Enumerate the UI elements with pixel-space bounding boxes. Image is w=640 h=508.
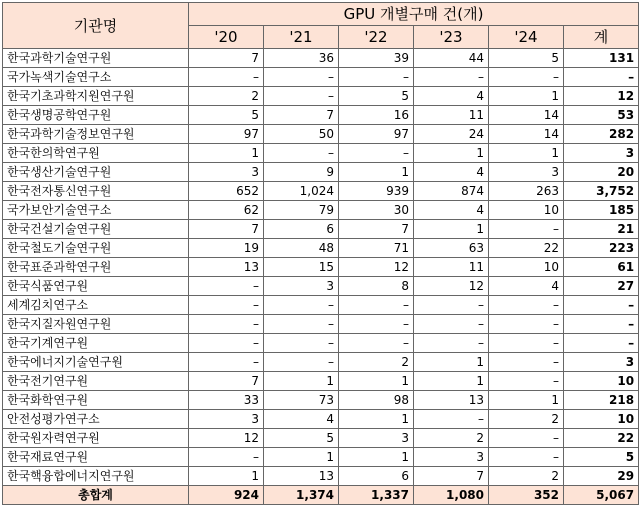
row-total-cell: 131 xyxy=(564,49,639,68)
year-value-cell: 73 xyxy=(264,391,339,410)
row-total-cell: 185 xyxy=(564,201,639,220)
year-value-cell: 7 xyxy=(264,106,339,125)
year-value-cell: – xyxy=(489,334,564,353)
year-value-cell: 62 xyxy=(189,201,264,220)
table-row xyxy=(3,220,639,239)
year-value-cell: 11 xyxy=(414,258,489,277)
year-value-cell: – xyxy=(264,68,339,87)
year-value-cell: – xyxy=(189,315,264,334)
row-total-cell: 5 xyxy=(564,448,639,467)
year-value-cell: – xyxy=(264,144,339,163)
org-name-cell: 한국에너지기술연구원 xyxy=(3,353,189,372)
year-value-cell: – xyxy=(189,296,264,315)
year-header: '21 xyxy=(264,26,339,49)
grand-total-row xyxy=(3,486,639,505)
year-value-cell: 15 xyxy=(264,258,339,277)
year-value-cell: – xyxy=(264,315,339,334)
year-value-cell: 63 xyxy=(414,239,489,258)
year-value-cell: 33 xyxy=(189,391,264,410)
row-total-cell: 3 xyxy=(564,144,639,163)
year-value-cell: 30 xyxy=(339,201,414,220)
table-row xyxy=(3,334,639,353)
year-value-cell: 263 xyxy=(489,182,564,201)
year-value-cell: 1 xyxy=(414,353,489,372)
year-value-cell: 1 xyxy=(489,144,564,163)
year-value-cell: 1 xyxy=(339,163,414,182)
org-name-cell: 한국과학기술연구원 xyxy=(3,49,189,68)
year-value-cell: 352 xyxy=(489,486,564,505)
year-value-cell: 97 xyxy=(189,125,264,144)
org-name-cell: 한국전자통신연구원 xyxy=(3,182,189,201)
year-value-cell: 1 xyxy=(339,448,414,467)
org-name-cell: 한국과학기술정보연구원 xyxy=(3,125,189,144)
org-name-cell: 한국표준과학연구원 xyxy=(3,258,189,277)
table-row xyxy=(3,144,639,163)
year-value-cell: – xyxy=(489,68,564,87)
year-value-cell: – xyxy=(489,372,564,391)
year-value-cell: – xyxy=(189,68,264,87)
row-total-cell: 218 xyxy=(564,391,639,410)
year-value-cell: 1 xyxy=(264,372,339,391)
year-value-cell: – xyxy=(264,334,339,353)
year-value-cell: 1,337 xyxy=(339,486,414,505)
row-total-cell: – xyxy=(564,315,639,334)
year-value-cell: 1,374 xyxy=(264,486,339,505)
year-value-cell: 3 xyxy=(189,410,264,429)
table-row xyxy=(3,315,639,334)
org-name-cell: 한국기초과학지원연구원 xyxy=(3,87,189,106)
year-value-cell: 13 xyxy=(189,258,264,277)
year-value-cell: 7 xyxy=(414,467,489,486)
year-value-cell: 5 xyxy=(264,429,339,448)
year-value-cell: 22 xyxy=(489,239,564,258)
year-value-cell: – xyxy=(414,296,489,315)
year-value-cell: 3 xyxy=(189,163,264,182)
row-total-cell: 29 xyxy=(564,467,639,486)
year-value-cell: – xyxy=(414,315,489,334)
year-value-cell: 7 xyxy=(189,220,264,239)
org-name-cell: 한국화학연구원 xyxy=(3,391,189,410)
year-value-cell: 14 xyxy=(489,125,564,144)
year-header: '22 xyxy=(339,26,414,49)
year-value-cell: 44 xyxy=(414,49,489,68)
header-row-1 xyxy=(3,3,639,26)
year-value-cell: 5 xyxy=(189,106,264,125)
year-value-cell: 48 xyxy=(264,239,339,258)
row-total-cell: 27 xyxy=(564,277,639,296)
year-value-cell: 4 xyxy=(414,87,489,106)
year-value-cell: 939 xyxy=(339,182,414,201)
year-value-cell: 1,080 xyxy=(414,486,489,505)
year-value-cell: 11 xyxy=(414,106,489,125)
table-row xyxy=(3,125,639,144)
table-row xyxy=(3,239,639,258)
year-value-cell: – xyxy=(414,410,489,429)
year-value-cell: 6 xyxy=(339,467,414,486)
year-value-cell: 1 xyxy=(414,220,489,239)
year-value-cell: 1 xyxy=(414,372,489,391)
year-value-cell: – xyxy=(339,144,414,163)
year-value-cell: 79 xyxy=(264,201,339,220)
year-value-cell: – xyxy=(339,296,414,315)
year-value-cell: 12 xyxy=(414,277,489,296)
year-value-cell: 13 xyxy=(264,467,339,486)
year-value-cell: – xyxy=(339,315,414,334)
gpu-purchase-table xyxy=(2,2,639,505)
table-row xyxy=(3,182,639,201)
org-name-cell: 한국기계연구원 xyxy=(3,334,189,353)
year-value-cell: – xyxy=(189,334,264,353)
year-value-cell: 1 xyxy=(189,467,264,486)
year-value-cell: 13 xyxy=(414,391,489,410)
year-value-cell: 10 xyxy=(489,258,564,277)
table-row xyxy=(3,467,639,486)
year-value-cell: – xyxy=(489,448,564,467)
year-value-cell: 2 xyxy=(489,410,564,429)
year-value-cell: – xyxy=(189,277,264,296)
year-value-cell: 1 xyxy=(489,87,564,106)
org-name-cell: 국가녹색기술연구소 xyxy=(3,68,189,87)
year-value-cell: 36 xyxy=(264,49,339,68)
table-row xyxy=(3,296,639,315)
table-row xyxy=(3,258,639,277)
row-total-cell: 61 xyxy=(564,258,639,277)
year-value-cell: – xyxy=(264,296,339,315)
row-total-cell: 10 xyxy=(564,372,639,391)
total-header: 계 xyxy=(564,26,639,49)
year-value-cell: 3 xyxy=(339,429,414,448)
year-value-cell: 1 xyxy=(489,391,564,410)
year-value-cell: – xyxy=(339,68,414,87)
year-value-cell: 1 xyxy=(264,448,339,467)
year-value-cell: 2 xyxy=(489,467,564,486)
year-value-cell: – xyxy=(489,296,564,315)
year-value-cell: 10 xyxy=(489,201,564,220)
year-value-cell: 8 xyxy=(339,277,414,296)
grand-total-label: 총합계 xyxy=(3,486,189,505)
table-row xyxy=(3,448,639,467)
group-header: GPU 개별구매 건(개) xyxy=(189,3,639,26)
table-body xyxy=(3,49,639,505)
year-value-cell: 874 xyxy=(414,182,489,201)
table-row xyxy=(3,391,639,410)
year-value-cell: 24 xyxy=(414,125,489,144)
year-value-cell: 3 xyxy=(264,277,339,296)
org-name-cell: 한국식품연구원 xyxy=(3,277,189,296)
table-row xyxy=(3,353,639,372)
org-name-cell: 한국철도기술연구원 xyxy=(3,239,189,258)
table-row xyxy=(3,87,639,106)
row-total-cell: – xyxy=(564,334,639,353)
year-value-cell: 98 xyxy=(339,391,414,410)
org-name-cell: 안전성평가연구소 xyxy=(3,410,189,429)
org-name-cell: 한국재료연구원 xyxy=(3,448,189,467)
year-value-cell: 1 xyxy=(339,410,414,429)
year-value-cell: 9 xyxy=(264,163,339,182)
row-total-cell: – xyxy=(564,296,639,315)
year-header: '20 xyxy=(189,26,264,49)
year-value-cell: 5 xyxy=(489,49,564,68)
year-value-cell: – xyxy=(264,87,339,106)
year-value-cell: – xyxy=(489,315,564,334)
year-value-cell: – xyxy=(339,334,414,353)
table-row xyxy=(3,372,639,391)
org-header: 기관명 xyxy=(3,3,189,49)
year-value-cell: 4 xyxy=(414,163,489,182)
year-header: '24 xyxy=(489,26,564,49)
year-value-cell: 71 xyxy=(339,239,414,258)
year-value-cell: 4 xyxy=(414,201,489,220)
year-value-cell: – xyxy=(264,353,339,372)
year-value-cell: 7 xyxy=(339,220,414,239)
year-value-cell: 1 xyxy=(189,144,264,163)
year-value-cell: – xyxy=(189,448,264,467)
year-value-cell: 5 xyxy=(339,87,414,106)
year-value-cell: 4 xyxy=(264,410,339,429)
year-value-cell: 7 xyxy=(189,372,264,391)
row-total-cell: 3,752 xyxy=(564,182,639,201)
org-name-cell: 한국전기연구원 xyxy=(3,372,189,391)
year-value-cell: – xyxy=(489,353,564,372)
org-name-cell: 한국원자력연구원 xyxy=(3,429,189,448)
org-name-cell: 국가보안기술연구소 xyxy=(3,201,189,220)
row-total-cell: 223 xyxy=(564,239,639,258)
year-value-cell: 2 xyxy=(414,429,489,448)
row-total-cell: 282 xyxy=(564,125,639,144)
table-row xyxy=(3,106,639,125)
org-name-cell: 한국생명공학연구원 xyxy=(3,106,189,125)
row-total-cell: 12 xyxy=(564,87,639,106)
org-name-cell: 세계김치연구소 xyxy=(3,296,189,315)
year-value-cell: 924 xyxy=(189,486,264,505)
table-row xyxy=(3,68,639,87)
row-total-cell: 53 xyxy=(564,106,639,125)
year-value-cell: 3 xyxy=(489,163,564,182)
year-value-cell: 39 xyxy=(339,49,414,68)
row-total-cell: 22 xyxy=(564,429,639,448)
year-value-cell: 1 xyxy=(414,144,489,163)
year-value-cell: – xyxy=(414,334,489,353)
org-name-cell: 한국지질자원연구원 xyxy=(3,315,189,334)
table-row xyxy=(3,49,639,68)
row-total-cell: 21 xyxy=(564,220,639,239)
table-row xyxy=(3,201,639,220)
year-value-cell: – xyxy=(489,429,564,448)
year-value-cell: 2 xyxy=(189,87,264,106)
table-row xyxy=(3,410,639,429)
row-total-cell: 10 xyxy=(564,410,639,429)
year-value-cell: 652 xyxy=(189,182,264,201)
year-value-cell: 6 xyxy=(264,220,339,239)
year-value-cell: 4 xyxy=(489,277,564,296)
year-value-cell: – xyxy=(189,353,264,372)
table-row xyxy=(3,163,639,182)
year-value-cell: 14 xyxy=(489,106,564,125)
year-value-cell: 19 xyxy=(189,239,264,258)
table-row xyxy=(3,277,639,296)
year-value-cell: 3 xyxy=(414,448,489,467)
year-value-cell: 16 xyxy=(339,106,414,125)
year-value-cell: – xyxy=(489,220,564,239)
year-value-cell: 7 xyxy=(189,49,264,68)
year-value-cell: 1,024 xyxy=(264,182,339,201)
org-name-cell: 한국한의학연구원 xyxy=(3,144,189,163)
org-name-cell: 한국건설기술연구원 xyxy=(3,220,189,239)
year-value-cell: 12 xyxy=(339,258,414,277)
row-total-cell: 20 xyxy=(564,163,639,182)
org-name-cell: 한국생산기술연구원 xyxy=(3,163,189,182)
year-value-cell: 12 xyxy=(189,429,264,448)
row-total-cell: – xyxy=(564,68,639,87)
org-name-cell: 한국핵융합에너지연구원 xyxy=(3,467,189,486)
year-value-cell: 97 xyxy=(339,125,414,144)
row-total-cell: 3 xyxy=(564,353,639,372)
year-value-cell: – xyxy=(414,68,489,87)
year-value-cell: 1 xyxy=(339,372,414,391)
table-row xyxy=(3,429,639,448)
year-value-cell: 2 xyxy=(339,353,414,372)
year-value-cell: 50 xyxy=(264,125,339,144)
row-total-cell: 5,067 xyxy=(564,486,639,505)
year-header: '23 xyxy=(414,26,489,49)
